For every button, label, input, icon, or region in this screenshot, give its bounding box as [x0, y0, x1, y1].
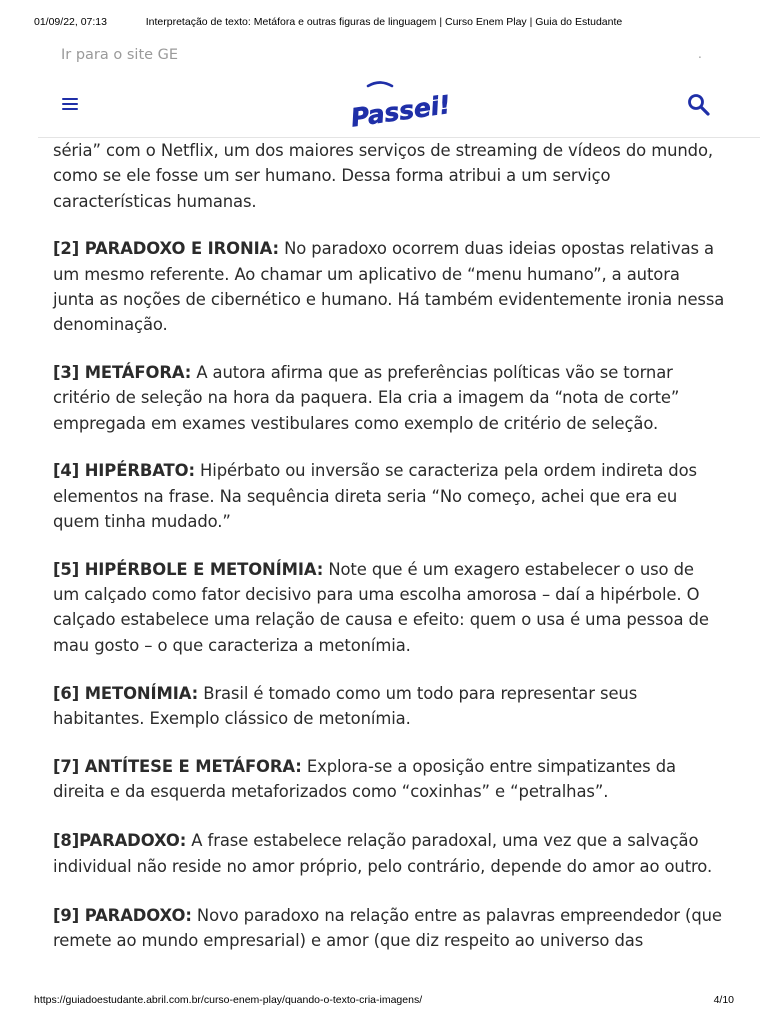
site-navbar [38, 76, 760, 138]
item-heading: [4] HIPÉRBATO: [53, 461, 195, 481]
article-item [53, 458, 725, 534]
logo-text: Passei! [349, 89, 453, 133]
item-heading: [2] PARADOXO E IRONIA: [53, 239, 279, 259]
print-header [0, 16, 768, 32]
item-text: Hipérbato ou inversão se caracteriza pela ordem indireta dos elementos na frase. Na sequência direta seria “No começo, achei que era eu quem tinha mudado.” [53, 461, 697, 532]
item-text: A frase estabelece relação paradoxal, uma vez que a salvação individual não reside no amor próprio, pelo contrário, depende do amor ao outro. [53, 831, 713, 876]
skip-to-ge-link[interactable]: Ir para o site GE [61, 47, 179, 63]
item-heading: [9] PARADOXO: [53, 905, 192, 925]
print-url: https://guiadoestudante.abril.com.br/curso-enem-play/quando-o-texto-cria-imagens/ [34, 994, 423, 1006]
item-heading: [6] METONÍMIA: [53, 683, 199, 703]
item-text: Novo paradoxo na relação entre as palavras empreendedor (que remete ao mundo empresarial) e amor (que diz respeito ao universo das [53, 905, 722, 951]
article-item [53, 903, 725, 954]
item-text: A autora afirma que as preferências políticas vão se tornar critério de seleção na hora da paquera. Ela cria a imagem da “nota de corte” empregada em exames vestibulares como exemplo de critério de seleção. [53, 363, 680, 433]
passei-logo[interactable] [346, 78, 453, 133]
search-icon[interactable] [686, 92, 712, 118]
item-text: Brasil é tomado como um todo para representar seus habitantes. Exemplo clássico de metonímia. [53, 683, 638, 728]
item-text: No paradoxo ocorrem duas ideias opostas relativas a um mesmo referente. Ao chamar um aplicativo de “menu humano”, a autora junta as noções de cibernético e humano. Há também evidentemente ironia nessa denominação. [53, 239, 725, 335]
print-date: 01/09/22, 07:13 [34, 16, 107, 28]
item-text: Note que é um exagero estabelecer o uso de um calçado como fator decisivo para uma escolha amorosa – daí a hipérbole. O calçado estabelece uma relação de causa e efeito: quem o usa é uma pessoa de mau gosto – o que caracteriza a metonímia. [53, 559, 709, 655]
print-footer [0, 994, 768, 1008]
item-heading: [5] HIPÉRBOLE E METONÍMIA: [53, 559, 324, 579]
article-item [53, 360, 725, 436]
article-item [53, 557, 725, 658]
item-heading: [7] ANTÍTESE E METÁFORA: [53, 756, 302, 776]
print-page-title: Interpretação de texto: Metáfora e outras figuras de linguagem | Curso Enem Play | Guia do Estudante [145, 16, 623, 28]
item-heading: [8]PARADOXO: [53, 831, 187, 851]
article-item [53, 828, 725, 879]
item-text: Explora-se a oposição entre simpatizantes da direita e da esquerda metaforizados como “coxinhas” e “petralhas”. [53, 756, 676, 801]
header-dot: . [698, 47, 702, 61]
hamburger-menu-icon[interactable] [62, 98, 78, 112]
article-item [53, 236, 725, 337]
article-body [53, 138, 725, 976]
article-paragraph-intro: séria” com o Netflix, um dos maiores serviços de streaming de vídeos do mundo, como se ele fosse um ser humano. Dessa forma atribui a um serviço características humanas. [53, 141, 713, 211]
item-heading: [3] METÁFORA: [53, 363, 192, 383]
article-item [53, 681, 725, 732]
print-page-number: 4/10 [713, 994, 734, 1006]
article-item [53, 754, 725, 805]
